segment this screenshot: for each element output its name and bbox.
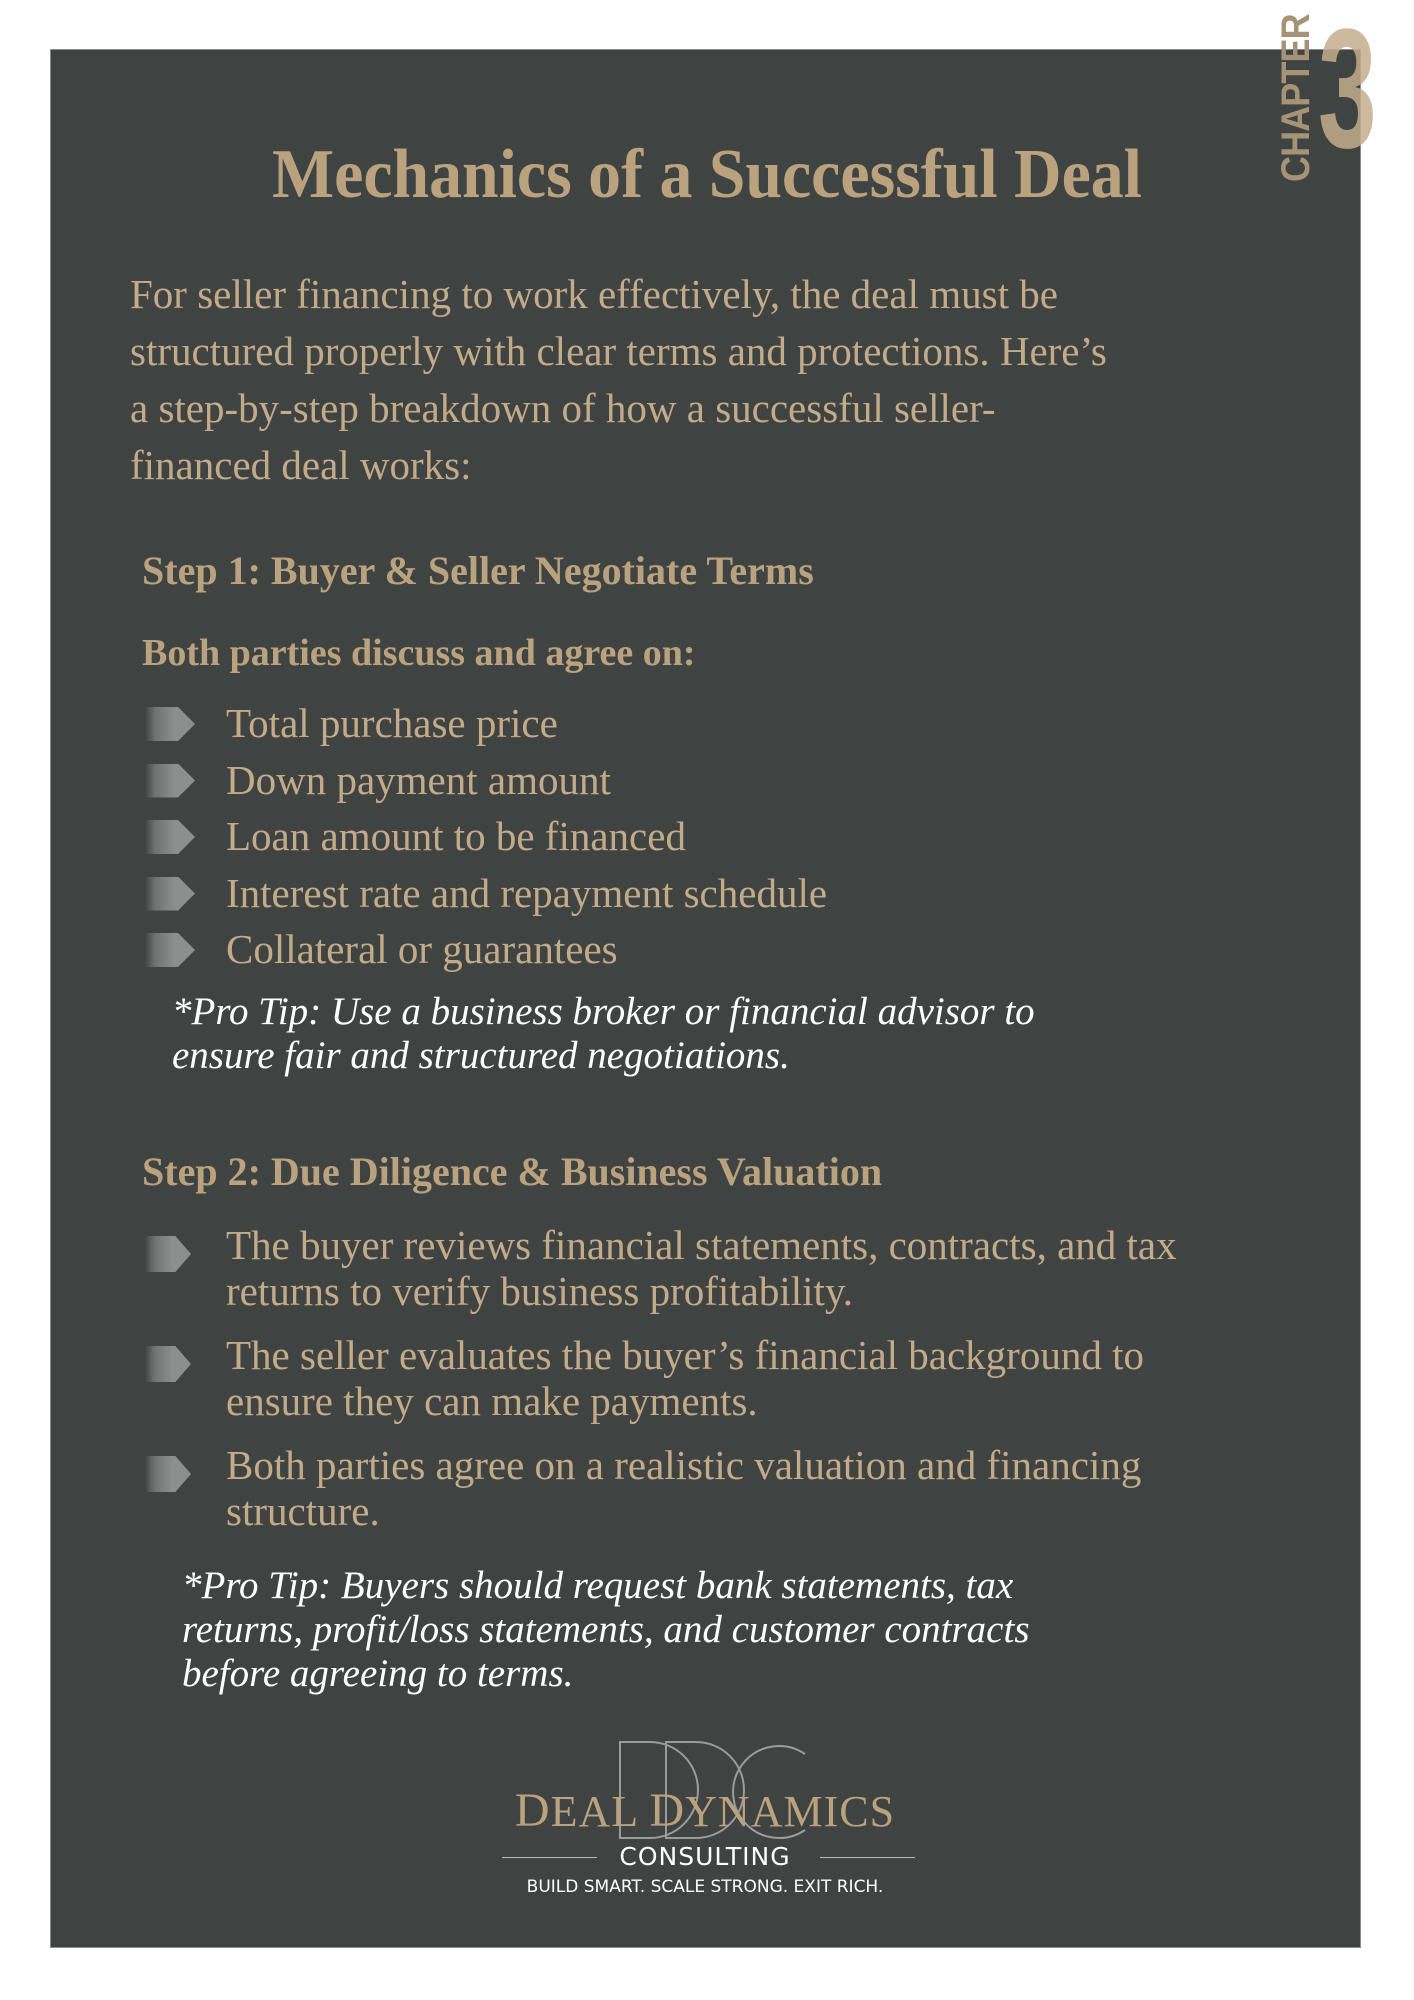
chapter-number: 3: [1318, 0, 1377, 184]
logo-initial: D: [649, 1784, 686, 1837]
arrow-bullet-icon: [145, 764, 195, 798]
logo-word: EAL: [550, 1787, 650, 1836]
list-item-line: structure.: [226, 1488, 380, 1534]
intro-paragraph: [130, 266, 1310, 494]
arrow-bullet-icon: [145, 1346, 191, 1382]
arrow-bullet-icon: [145, 933, 195, 967]
page-title: Mechanics of a Successful Deal: [272, 136, 1142, 213]
step2-list: [140, 1222, 1340, 1552]
arrow-bullet-icon: [145, 1236, 191, 1272]
logo-subtitle: CONSULTING: [619, 1842, 791, 1871]
list-item-text: Total purchase price: [226, 700, 558, 746]
list-item: [140, 754, 827, 811]
list-item-text: Collateral or guarantees: [226, 926, 618, 972]
list-item-text: Interest rate and repayment schedule: [226, 869, 828, 916]
company-logo: [470, 1720, 940, 1920]
step1-list: [140, 697, 827, 980]
arrow-bullet-icon: [145, 707, 195, 741]
list-item: [140, 1442, 1340, 1534]
intro-line: financed deal works:: [130, 442, 472, 488]
list-item-text: Loan amount to be financed: [226, 813, 686, 859]
list-item: [140, 923, 827, 980]
logo-company-name: [470, 1786, 940, 1837]
list-item-line: The seller evaluates the buyer’s financial background to: [226, 1332, 1144, 1378]
list-item: [140, 1332, 1340, 1424]
list-item: [140, 810, 827, 867]
logo-word: YNAMICS: [685, 1787, 896, 1836]
tip-line: *Pro Tip: Buyers should request bank statements, tax: [182, 1564, 1014, 1607]
step1-pro-tip: [172, 990, 1035, 1078]
list-item-line: ensure they can make payments.: [226, 1378, 758, 1424]
logo-tagline: BUILD SMART. SCALE STRONG. EXIT RICH.: [526, 1877, 884, 1897]
list-item: [140, 867, 827, 924]
logo-initial: D: [514, 1784, 551, 1837]
list-item-line: The buyer reviews financial statements, contracts, and tax: [226, 1222, 1177, 1268]
arrow-bullet-icon: [145, 877, 195, 911]
step1-heading: Step 1: Buyer & Seller Negotiate Terms: [142, 548, 814, 593]
intro-line: structured properly with clear terms and protections. Here’s: [130, 328, 1107, 374]
arrow-bullet-icon: [145, 1456, 191, 1492]
arrow-bullet-icon: [145, 820, 195, 854]
list-item: [140, 697, 827, 754]
step2-heading: Step 2: Due Diligence & Business Valuation: [142, 1149, 883, 1194]
step1-subheading: Both parties discuss and agree on:: [142, 632, 696, 674]
list-item: [140, 1222, 1340, 1314]
tip-line: returns, profit/loss statements, and customer contracts: [182, 1608, 1030, 1651]
tip-line: *Pro Tip: Use a business broker or financial advisor to: [172, 990, 1035, 1033]
list-item-line: Both parties agree on a realistic valuation and financing: [226, 1442, 1142, 1488]
step2-pro-tip: [182, 1564, 1030, 1696]
list-item-line: returns to verify business profitability.: [226, 1268, 854, 1314]
intro-line: For seller financing to work effectively, the deal must be: [130, 271, 1058, 317]
tip-line: ensure fair and structured negotiations.: [172, 1034, 790, 1077]
list-item-text: Down payment amount: [226, 756, 611, 803]
intro-line: a step-by-step breakdown of how a successful seller-: [130, 385, 996, 431]
tip-line: before agreeing to terms.: [182, 1652, 574, 1695]
chapter-label-text: CHAPTER: [1274, 14, 1318, 182]
